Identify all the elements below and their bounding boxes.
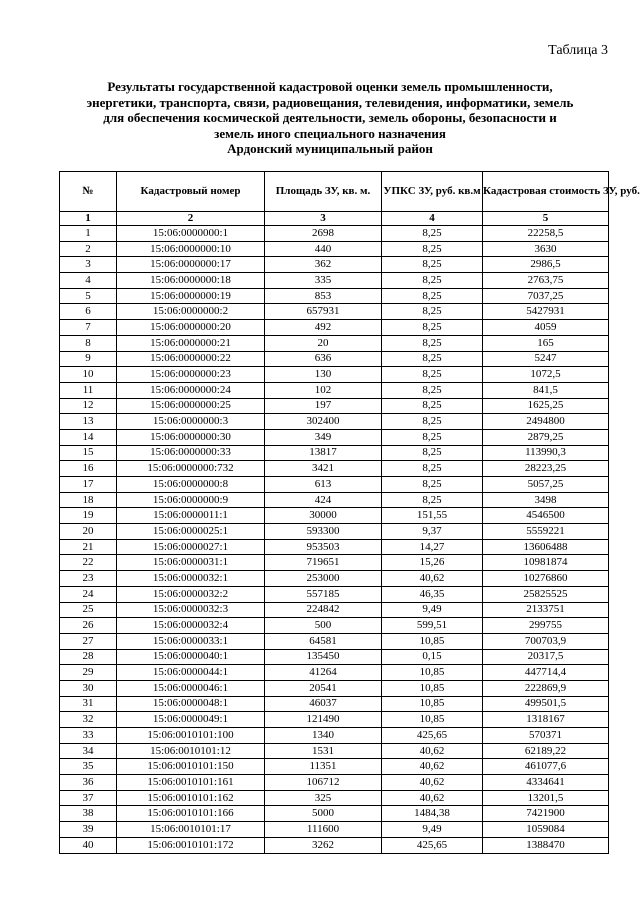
cadastral-number-cell: 15:06:0000000:19 bbox=[117, 288, 265, 304]
table-row bbox=[60, 539, 609, 555]
row-number-cell: 36 bbox=[60, 775, 117, 791]
title-line: земель иного специального назначения bbox=[214, 125, 446, 141]
upks-cell: 8,25 bbox=[382, 398, 483, 414]
column-number: 4 bbox=[382, 212, 483, 226]
row-number-cell: 26 bbox=[60, 618, 117, 634]
table-row bbox=[60, 524, 609, 540]
area-cell: 111600 bbox=[265, 822, 382, 838]
table-row bbox=[60, 320, 609, 336]
cadastral-number-cell: 15:06:0000000:732 bbox=[117, 461, 265, 477]
cadastral-value-cell: 28223,25 bbox=[483, 461, 609, 477]
area-cell: 121490 bbox=[265, 712, 382, 728]
table-row bbox=[60, 822, 609, 838]
cadastral-value-cell: 4546500 bbox=[483, 508, 609, 524]
cadastral-value-cell: 5427931 bbox=[483, 304, 609, 320]
upks-cell: 0,15 bbox=[382, 649, 483, 665]
table-row bbox=[60, 837, 609, 853]
title-line: энергетики, транспорта, связи, радиовещания, телевидения, информатики, земель bbox=[86, 94, 574, 110]
row-number-cell: 15 bbox=[60, 445, 117, 461]
cadastral-number-cell: 15:06:0010101:100 bbox=[117, 728, 265, 744]
upks-cell: 40,62 bbox=[382, 743, 483, 759]
row-number-cell: 7 bbox=[60, 320, 117, 336]
title-line: для обеспечения космической деятельности, земель обороны, безопасности и bbox=[103, 110, 557, 125]
table-row bbox=[60, 790, 609, 806]
cadastral-value-cell: 62189,22 bbox=[483, 743, 609, 759]
area-cell: 102 bbox=[265, 382, 382, 398]
table-row bbox=[60, 508, 609, 524]
table-row bbox=[60, 288, 609, 304]
table-row bbox=[60, 680, 609, 696]
upks-cell: 10,85 bbox=[382, 696, 483, 712]
upks-cell: 9,49 bbox=[382, 602, 483, 618]
area-cell: 130 bbox=[265, 367, 382, 383]
cadastral-number-cell: 15:06:0000046:1 bbox=[117, 680, 265, 696]
row-number-cell: 11 bbox=[60, 382, 117, 398]
cadastral-number-cell: 15:06:0000044:1 bbox=[117, 665, 265, 681]
area-cell: 636 bbox=[265, 351, 382, 367]
area-cell: 492 bbox=[265, 320, 382, 336]
upks-cell: 14,27 bbox=[382, 539, 483, 555]
row-number-cell: 18 bbox=[60, 492, 117, 508]
document-title bbox=[40, 79, 620, 157]
upks-cell: 40,62 bbox=[382, 571, 483, 587]
row-number-cell: 29 bbox=[60, 665, 117, 681]
column-number-row bbox=[60, 212, 609, 226]
cadastral-number-cell: 15:06:0000032:3 bbox=[117, 602, 265, 618]
table-row bbox=[60, 226, 609, 242]
area-cell: 46037 bbox=[265, 696, 382, 712]
area-cell: 853 bbox=[265, 288, 382, 304]
area-cell: 106712 bbox=[265, 775, 382, 791]
upks-cell: 15,26 bbox=[382, 555, 483, 571]
upks-cell: 8,25 bbox=[382, 273, 483, 289]
area-cell: 349 bbox=[265, 429, 382, 445]
header-row bbox=[60, 172, 609, 212]
cadastral-value-cell: 2879,25 bbox=[483, 429, 609, 445]
cadastral-number-cell: 15:06:0000000:10 bbox=[117, 241, 265, 257]
upks-cell: 40,62 bbox=[382, 759, 483, 775]
table-row bbox=[60, 602, 609, 618]
upks-cell: 8,25 bbox=[382, 320, 483, 336]
cadastral-value-cell: 10981874 bbox=[483, 555, 609, 571]
table-row bbox=[60, 618, 609, 634]
cadastral-number-cell: 15:06:0000000:20 bbox=[117, 320, 265, 336]
upks-cell: 8,25 bbox=[382, 257, 483, 273]
cadastral-value-cell: 1072,5 bbox=[483, 367, 609, 383]
upks-cell: 8,25 bbox=[382, 241, 483, 257]
cadastral-value-cell: 113990,3 bbox=[483, 445, 609, 461]
area-cell: 64581 bbox=[265, 633, 382, 649]
upks-cell: 599,51 bbox=[382, 618, 483, 634]
column-number: 5 bbox=[483, 212, 609, 226]
cadastral-number-cell: 15:06:0000025:1 bbox=[117, 524, 265, 540]
row-number-cell: 24 bbox=[60, 586, 117, 602]
row-number-cell: 33 bbox=[60, 728, 117, 744]
cadastral-value-cell: 2763,75 bbox=[483, 273, 609, 289]
area-cell: 335 bbox=[265, 273, 382, 289]
cadastral-number-cell: 15:06:0010101:162 bbox=[117, 790, 265, 806]
cadastral-number-cell: 15:06:0000040:1 bbox=[117, 649, 265, 665]
row-number-cell: 25 bbox=[60, 602, 117, 618]
row-number-cell: 5 bbox=[60, 288, 117, 304]
table-row bbox=[60, 382, 609, 398]
area-cell: 953503 bbox=[265, 539, 382, 555]
row-number-cell: 31 bbox=[60, 696, 117, 712]
row-number-cell: 27 bbox=[60, 633, 117, 649]
header-cadastral-number: Кадастровый номер bbox=[117, 172, 265, 212]
upks-cell: 10,85 bbox=[382, 712, 483, 728]
row-number-cell: 39 bbox=[60, 822, 117, 838]
table-row bbox=[60, 414, 609, 430]
area-cell: 20 bbox=[265, 335, 382, 351]
row-number-cell: 22 bbox=[60, 555, 117, 571]
area-cell: 440 bbox=[265, 241, 382, 257]
title-line: Результаты государственной кадастровой оценки земель промышленности, bbox=[107, 79, 553, 94]
cadastral-value-cell: 3630 bbox=[483, 241, 609, 257]
table-row bbox=[60, 728, 609, 744]
area-cell: 11351 bbox=[265, 759, 382, 775]
table-row bbox=[60, 586, 609, 602]
table-row bbox=[60, 712, 609, 728]
cadastral-value-cell: 499501,5 bbox=[483, 696, 609, 712]
cadastral-number-cell: 15:06:0010101:166 bbox=[117, 806, 265, 822]
row-number-cell: 1 bbox=[60, 226, 117, 242]
table-row bbox=[60, 649, 609, 665]
area-cell: 41264 bbox=[265, 665, 382, 681]
upks-cell: 9,49 bbox=[382, 822, 483, 838]
cadastral-number-cell: 15:06:0000000:9 bbox=[117, 492, 265, 508]
cadastral-number-cell: 15:06:0010101:150 bbox=[117, 759, 265, 775]
cadastral-value-cell: 700703,9 bbox=[483, 633, 609, 649]
row-number-cell: 3 bbox=[60, 257, 117, 273]
cadastral-number-cell: 15:06:0010101:17 bbox=[117, 822, 265, 838]
row-number-cell: 4 bbox=[60, 273, 117, 289]
cadastral-value-cell: 10276860 bbox=[483, 571, 609, 587]
upks-cell: 1484,38 bbox=[382, 806, 483, 822]
cadastral-value-cell: 5559221 bbox=[483, 524, 609, 540]
upks-cell: 8,25 bbox=[382, 477, 483, 493]
cadastral-number-cell: 15:06:0000011:1 bbox=[117, 508, 265, 524]
cadastral-value-cell: 4059 bbox=[483, 320, 609, 336]
upks-cell: 8,25 bbox=[382, 445, 483, 461]
area-cell: 557185 bbox=[265, 586, 382, 602]
cadastral-number-cell: 15:06:0000000:8 bbox=[117, 477, 265, 493]
cadastral-number-cell: 15:06:0000032:2 bbox=[117, 586, 265, 602]
upks-cell: 8,25 bbox=[382, 351, 483, 367]
cadastral-value-cell: 2494800 bbox=[483, 414, 609, 430]
row-number-cell: 14 bbox=[60, 429, 117, 445]
cadastral-value-cell: 13201,5 bbox=[483, 790, 609, 806]
table-row bbox=[60, 759, 609, 775]
upks-cell: 8,25 bbox=[382, 382, 483, 398]
row-number-cell: 13 bbox=[60, 414, 117, 430]
cadastral-number-cell: 15:06:0000000:17 bbox=[117, 257, 265, 273]
table-row bbox=[60, 555, 609, 571]
row-number-cell: 2 bbox=[60, 241, 117, 257]
table-row bbox=[60, 571, 609, 587]
cadastral-number-cell: 15:06:0000000:30 bbox=[117, 429, 265, 445]
area-cell: 1531 bbox=[265, 743, 382, 759]
row-number-cell: 38 bbox=[60, 806, 117, 822]
table-row bbox=[60, 492, 609, 508]
cadastral-value-cell: 1388470 bbox=[483, 837, 609, 853]
cadastral-value-cell: 7421900 bbox=[483, 806, 609, 822]
area-cell: 30000 bbox=[265, 508, 382, 524]
upks-cell: 8,25 bbox=[382, 367, 483, 383]
cadastral-value-cell: 25825525 bbox=[483, 586, 609, 602]
upks-cell: 151,55 bbox=[382, 508, 483, 524]
header-area: Площадь ЗУ, кв. м. bbox=[265, 172, 382, 212]
table-row bbox=[60, 351, 609, 367]
table-row bbox=[60, 633, 609, 649]
row-number-cell: 30 bbox=[60, 680, 117, 696]
area-cell: 593300 bbox=[265, 524, 382, 540]
cadastral-value-cell: 4334641 bbox=[483, 775, 609, 791]
upks-cell: 8,25 bbox=[382, 226, 483, 242]
upks-cell: 40,62 bbox=[382, 775, 483, 791]
cadastral-value-cell: 3498 bbox=[483, 492, 609, 508]
cadastral-number-cell: 15:06:0000048:1 bbox=[117, 696, 265, 712]
upks-cell: 8,25 bbox=[382, 429, 483, 445]
upks-cell: 10,85 bbox=[382, 680, 483, 696]
table-row bbox=[60, 696, 609, 712]
area-cell: 1340 bbox=[265, 728, 382, 744]
row-number-cell: 20 bbox=[60, 524, 117, 540]
area-cell: 3262 bbox=[265, 837, 382, 853]
cadastral-table bbox=[59, 171, 640, 854]
column-number: 3 bbox=[265, 212, 382, 226]
area-cell: 20541 bbox=[265, 680, 382, 696]
cadastral-value-cell: 7037,25 bbox=[483, 288, 609, 304]
area-cell: 5000 bbox=[265, 806, 382, 822]
table-row bbox=[60, 743, 609, 759]
cadastral-number-cell: 15:06:0000000:33 bbox=[117, 445, 265, 461]
cadastral-value-cell: 13606488 bbox=[483, 539, 609, 555]
upks-cell: 8,25 bbox=[382, 335, 483, 351]
upks-cell: 8,25 bbox=[382, 288, 483, 304]
upks-cell: 425,65 bbox=[382, 837, 483, 853]
area-cell: 719651 bbox=[265, 555, 382, 571]
cadastral-value-cell: 5057,25 bbox=[483, 477, 609, 493]
area-cell: 613 bbox=[265, 477, 382, 493]
column-number: 2 bbox=[117, 212, 265, 226]
table-row bbox=[60, 775, 609, 791]
cadastral-number-cell: 15:06:0000000:25 bbox=[117, 398, 265, 414]
header-number: № bbox=[60, 172, 117, 212]
row-number-cell: 19 bbox=[60, 508, 117, 524]
table-row bbox=[60, 429, 609, 445]
row-number-cell: 34 bbox=[60, 743, 117, 759]
area-cell: 13817 bbox=[265, 445, 382, 461]
area-cell: 302400 bbox=[265, 414, 382, 430]
cadastral-value-cell: 570371 bbox=[483, 728, 609, 744]
cadastral-number-cell: 15:06:0000000:3 bbox=[117, 414, 265, 430]
cadastral-number-cell: 15:06:0000049:1 bbox=[117, 712, 265, 728]
cadastral-value-cell: 165 bbox=[483, 335, 609, 351]
upks-cell: 8,25 bbox=[382, 304, 483, 320]
upks-cell: 8,25 bbox=[382, 461, 483, 477]
cadastral-number-cell: 15:06:0000000:21 bbox=[117, 335, 265, 351]
row-number-cell: 10 bbox=[60, 367, 117, 383]
cadastral-number-cell: 15:06:0010101:161 bbox=[117, 775, 265, 791]
upks-cell: 10,85 bbox=[382, 633, 483, 649]
cadastral-number-cell: 15:06:0000000:18 bbox=[117, 273, 265, 289]
area-cell: 325 bbox=[265, 790, 382, 806]
column-number: 1 bbox=[60, 212, 117, 226]
cadastral-value-cell: 222869,9 bbox=[483, 680, 609, 696]
cadastral-number-cell: 15:06:0000000:24 bbox=[117, 382, 265, 398]
area-cell: 657931 bbox=[265, 304, 382, 320]
cadastral-value-cell: 2986,5 bbox=[483, 257, 609, 273]
area-cell: 500 bbox=[265, 618, 382, 634]
area-cell: 253000 bbox=[265, 571, 382, 587]
upks-cell: 10,85 bbox=[382, 665, 483, 681]
table-row bbox=[60, 273, 609, 289]
area-cell: 2698 bbox=[265, 226, 382, 242]
table-row bbox=[60, 335, 609, 351]
row-number-cell: 28 bbox=[60, 649, 117, 665]
area-cell: 135450 bbox=[265, 649, 382, 665]
upks-cell: 46,35 bbox=[382, 586, 483, 602]
header-upks: УПКС ЗУ, руб. кв.м bbox=[382, 172, 483, 212]
cadastral-number-cell: 15:06:0010101:172 bbox=[117, 837, 265, 853]
row-number-cell: 9 bbox=[60, 351, 117, 367]
cadastral-value-cell: 22258,5 bbox=[483, 226, 609, 242]
cadastral-value-cell: 1318167 bbox=[483, 712, 609, 728]
row-number-cell: 21 bbox=[60, 539, 117, 555]
table-body bbox=[60, 226, 609, 854]
table-row bbox=[60, 461, 609, 477]
area-cell: 424 bbox=[265, 492, 382, 508]
area-cell: 197 bbox=[265, 398, 382, 414]
cadastral-value-cell: 5247 bbox=[483, 351, 609, 367]
table-row bbox=[60, 304, 609, 320]
row-number-cell: 32 bbox=[60, 712, 117, 728]
cadastral-number-cell: 15:06:0000031:1 bbox=[117, 555, 265, 571]
table-row bbox=[60, 665, 609, 681]
cadastral-number-cell: 15:06:0000000:1 bbox=[117, 226, 265, 242]
row-number-cell: 23 bbox=[60, 571, 117, 587]
cadastral-value-cell: 841,5 bbox=[483, 382, 609, 398]
table-row bbox=[60, 806, 609, 822]
cadastral-value-cell: 20317,5 bbox=[483, 649, 609, 665]
cadastral-number-cell: 15:06:0000027:1 bbox=[117, 539, 265, 555]
cadastral-number-cell: 15:06:0000032:1 bbox=[117, 571, 265, 587]
upks-cell: 9,37 bbox=[382, 524, 483, 540]
table-row bbox=[60, 241, 609, 257]
row-number-cell: 17 bbox=[60, 477, 117, 493]
area-cell: 3421 bbox=[265, 461, 382, 477]
row-number-cell: 12 bbox=[60, 398, 117, 414]
table-row bbox=[60, 257, 609, 273]
cadastral-value-cell: 1625,25 bbox=[483, 398, 609, 414]
table-row bbox=[60, 398, 609, 414]
cadastral-number-cell: 15:06:0010101:12 bbox=[117, 743, 265, 759]
upks-cell: 40,62 bbox=[382, 790, 483, 806]
table-label: Таблица 3 bbox=[548, 43, 608, 58]
table-row bbox=[60, 477, 609, 493]
row-number-cell: 6 bbox=[60, 304, 117, 320]
row-number-cell: 8 bbox=[60, 335, 117, 351]
area-cell: 362 bbox=[265, 257, 382, 273]
cadastral-number-cell: 15:06:0000000:22 bbox=[117, 351, 265, 367]
row-number-cell: 16 bbox=[60, 461, 117, 477]
cadastral-number-cell: 15:06:0000000:2 bbox=[117, 304, 265, 320]
table-row bbox=[60, 445, 609, 461]
row-number-cell: 40 bbox=[60, 837, 117, 853]
row-number-cell: 37 bbox=[60, 790, 117, 806]
header-cadastral-value: Кадастровая стоимость ЗУ, руб. bbox=[483, 172, 609, 212]
upks-cell: 8,25 bbox=[382, 492, 483, 508]
cadastral-number-cell: 15:06:0000032:4 bbox=[117, 618, 265, 634]
upks-cell: 425,65 bbox=[382, 728, 483, 744]
cadastral-value-cell: 299755 bbox=[483, 618, 609, 634]
area-cell: 224842 bbox=[265, 602, 382, 618]
row-number-cell: 35 bbox=[60, 759, 117, 775]
upks-cell: 8,25 bbox=[382, 414, 483, 430]
table-row bbox=[60, 367, 609, 383]
cadastral-number-cell: 15:06:0000000:23 bbox=[117, 367, 265, 383]
cadastral-number-cell: 15:06:0000033:1 bbox=[117, 633, 265, 649]
cadastral-value-cell: 447714,4 bbox=[483, 665, 609, 681]
cadastral-value-cell: 1059084 bbox=[483, 822, 609, 838]
district-subtitle: Ардонский муниципальный район bbox=[227, 141, 433, 156]
cadastral-value-cell: 461077,6 bbox=[483, 759, 609, 775]
cadastral-value-cell: 2133751 bbox=[483, 602, 609, 618]
